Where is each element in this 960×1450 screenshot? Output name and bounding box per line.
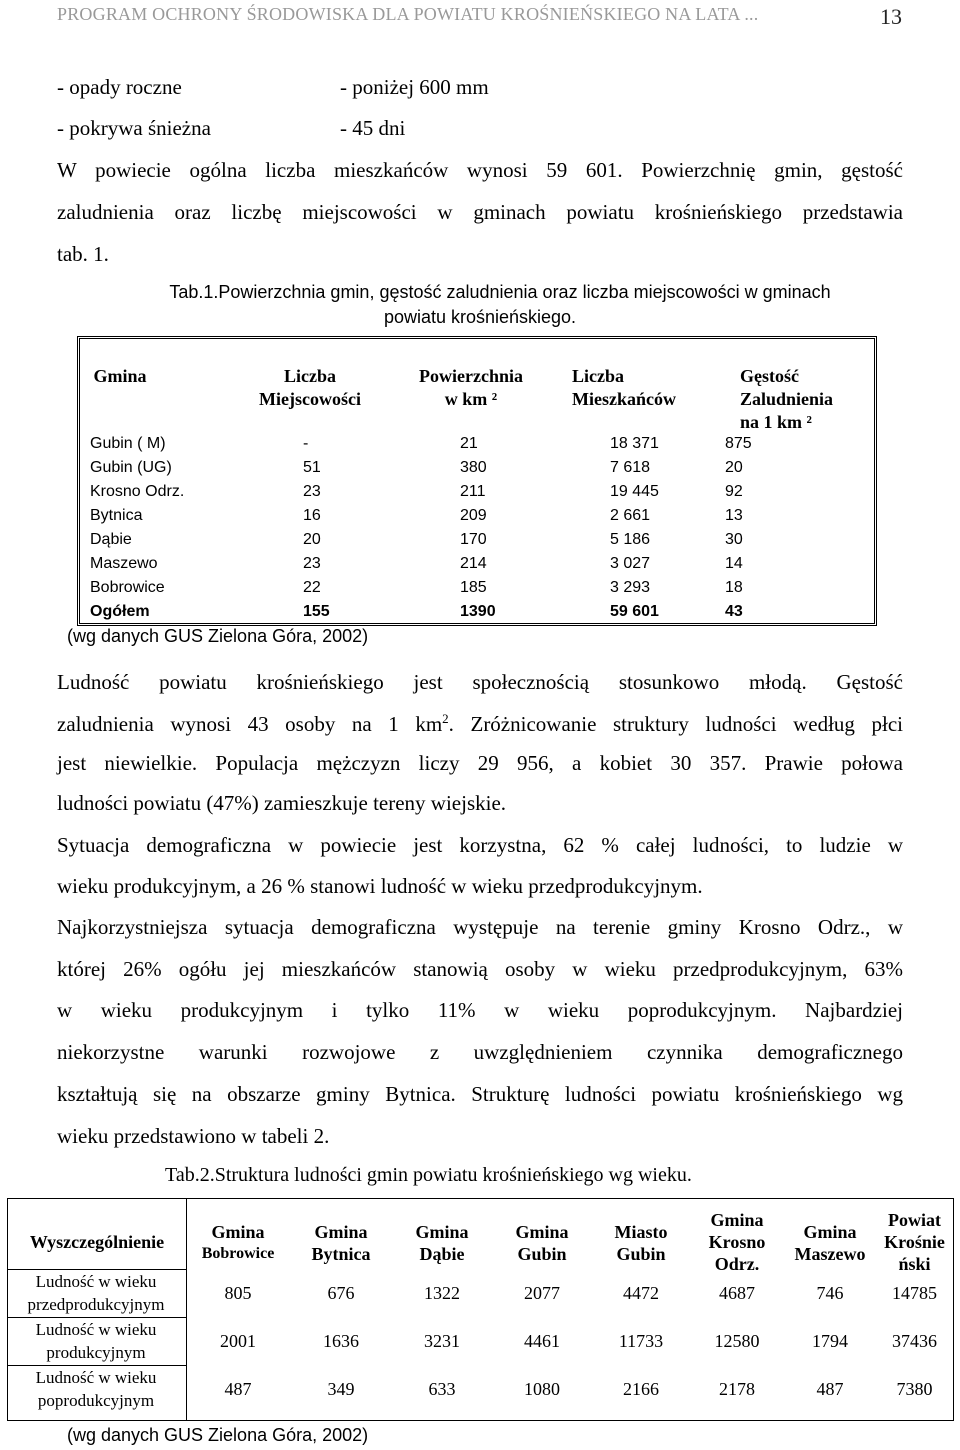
t2-header-col (392, 1221, 492, 1265)
t2-value-cell: 1636 (323, 1331, 359, 1351)
t1-cell-gestosc: 92 (725, 483, 743, 500)
t1-cell-miejscowosci: 155 (303, 603, 330, 620)
t2-header-line: Miasto (614, 1222, 668, 1242)
t2-header-line: Gubin (616, 1244, 666, 1264)
t2-header-col (784, 1221, 876, 1265)
t1-header-pow-line1: Powierzchnia (419, 366, 523, 386)
t1-cell-mieszkancy: 3 027 (610, 555, 651, 572)
t1-cell-mieszkancy: 18 371 (610, 435, 659, 452)
t1-cell-mieszkancy: 19 445 (610, 483, 659, 500)
t2-value-cell: 676 (327, 1283, 355, 1303)
para3-line-6: wieku przedstawiono w tabeli 2. (57, 1124, 330, 1148)
intro-line-1: W powiecie ogólna liczba mieszkańców wynosi 59 601. Powierzchnię gmin, gęstość (57, 158, 903, 182)
t1-cell-gestosc: 18 (725, 579, 743, 596)
para1-line-2a: zaludnienia wynosi 43 osoby na 1 km (57, 712, 443, 736)
para3-line-2: której 26% ogółu jej mieszkańców stanowią osoby w wieku przedprodukcyjnym, 63% (57, 957, 903, 981)
t2-header-line: Gmina (710, 1210, 764, 1230)
t1-cell-miejscowosci: 23 (303, 555, 321, 572)
t1-header-mieszkancy (572, 365, 692, 411)
t1-cell-powierzchnia: 209 (460, 507, 487, 524)
t1-cell-miejscowosci: 16 (303, 507, 321, 524)
t1-cell-powierzchnia: 214 (460, 555, 487, 572)
t1-cell-mieszkancy: 3 293 (610, 579, 651, 596)
t2-value-cell: 487 (224, 1379, 252, 1399)
t2-header-line: Odrz. (714, 1254, 760, 1274)
table2-source: (wg danych GUS Zielona Góra, 2002) (67, 1425, 369, 1445)
t2-header-line: Gmina (211, 1222, 265, 1242)
t2-value-cell: 14785 (892, 1283, 937, 1303)
t1-cell-gestosc: 875 (725, 435, 752, 452)
intro-line-2: zaludnienia oraz liczbę miejscowości w gminach powiatu krośnieńskiego przedstawia (57, 200, 903, 224)
t1-cell-miejscowosci: 51 (303, 459, 321, 476)
t1-cell-miejscowosci: - (303, 435, 309, 452)
t2-header-corner: Wyszczególnienie (29, 1232, 165, 1252)
t2-value-cell: 2178 (719, 1379, 755, 1399)
para3-line-1: Najkorzystniejsza sytuacja demograficzna występuje na terenie gminy Krosno Odrz., w (57, 915, 903, 939)
t2-value-cell: 4472 (623, 1283, 659, 1303)
t1-cell-powierzchnia: 1390 (460, 603, 496, 620)
t2-row-label-line: poprodukcyjnym (37, 1391, 155, 1410)
superscript-2: 2 (442, 711, 449, 726)
table1-caption-line-1: Tab.1.Powierzchnia gmin, gęstość zaludnienia oraz liczba miejscowości w gminach (169, 282, 831, 302)
t2-value-cell: 805 (224, 1283, 252, 1303)
t2-row-label-line: produkcyjnym (46, 1343, 146, 1362)
t1-cell-powierzchnia: 21 (460, 435, 478, 452)
t2-header-col (492, 1221, 592, 1265)
t1-cell-miejscowosci: 22 (303, 579, 321, 596)
t2-value-cell: 1794 (812, 1331, 848, 1351)
table2 (7, 1198, 954, 1421)
t2-value-cell: 4461 (524, 1331, 560, 1351)
t1-header-pow-line2: w km ² (444, 389, 498, 409)
t2-row-label-line: Ludność w wieku (35, 1368, 157, 1387)
t1-header-gestosc (740, 365, 860, 434)
t2-value-cell: 2077 (524, 1283, 560, 1303)
t2-header-line: Maszewo (794, 1244, 866, 1264)
t1-cell-gestosc: 30 (725, 531, 743, 548)
t2-header-line: Gmina (515, 1222, 569, 1242)
t2-value-cell: 7380 (896, 1379, 933, 1399)
t2-value-cell: 746 (816, 1283, 844, 1303)
t2-value-cell: 1322 (424, 1283, 460, 1303)
t2-header-col (690, 1209, 784, 1275)
t1-cell-miejscowosci: 23 (303, 483, 321, 500)
t2-row-label-line: przedprodukcyjnym (27, 1295, 165, 1314)
t1-cell-mieszkancy: 7 618 (610, 459, 651, 476)
climate-value-2: - 45 dni (340, 116, 406, 140)
t1-header-miesz-line2: Mieszkańców (572, 389, 676, 409)
para1-line-3: jest niewielkie. Populacja mężczyzn liczy 29 956, a kobiet 30 357. Prawie połowa (57, 751, 903, 775)
t2-header-line: Krośnie (884, 1232, 945, 1252)
t1-cell-gestosc: 20 (725, 459, 743, 476)
t2-value-cell: 633 (428, 1379, 456, 1399)
t1-cell-gmina: Krosno Odrz. (90, 483, 185, 500)
t1-header-miesz-line1: Liczba (572, 366, 624, 386)
t1-header-gest-line2: Zaludnienia (740, 389, 834, 409)
t2-value-cell: 37436 (892, 1331, 937, 1351)
t1-header-miejscowosci (250, 365, 370, 411)
t1-cell-gestosc: 13 (725, 507, 743, 524)
t2-header-line: Gmina (415, 1222, 469, 1242)
t2-value-cell: 2001 (220, 1331, 256, 1351)
t1-cell-powierzchnia: 380 (460, 459, 487, 476)
t1-cell-mieszkancy: 5 186 (610, 531, 651, 548)
page-number: 13 (880, 4, 902, 29)
t2-value-cell: 349 (327, 1379, 355, 1399)
para2-line-1: Sytuacja demograficzna w powiecie jest korzystna, 62 % całej ludności, to ludzie w (57, 833, 903, 857)
para1-line-2 (57, 711, 903, 737)
t2-header-col (592, 1221, 690, 1265)
para2-line-2: wieku produkcyjnym, a 26 % stanowi ludność w wieku przedprodukcyjnym. (57, 874, 703, 898)
t1-header-gest-line3: na 1 km ² (740, 412, 812, 432)
t1-header-powierzchnia (406, 365, 536, 411)
para1-line-4: ludności powiatu (47%) zamieszkuje tereny wiejskie. (57, 791, 507, 815)
climate-value-1: - poniżej 600 mm (340, 75, 489, 99)
t2-row-label (8, 1318, 184, 1364)
para3-line-4: niekorzystne warunki rozwojowe z uwzględnieniem czynnika demograficznego (57, 1040, 903, 1064)
t1-cell-gmina: Bytnica (90, 507, 143, 524)
t1-header-gmina: Gmina (93, 366, 147, 386)
t2-header-line: ński (898, 1254, 931, 1274)
t1-cell-gmina: Gubin ( M) (90, 435, 166, 452)
para1-line-1: Ludność powiatu krośnieńskiego jest społecznością stosunkowo młodą. Gęstość (57, 670, 903, 694)
t1-cell-gestosc: 14 (725, 555, 743, 572)
t2-header-line: Bobrowice (201, 1245, 275, 1262)
climate-label-1: - opady roczne (57, 75, 182, 99)
t2-row-label-line: Ludność w wieku (35, 1272, 157, 1291)
t2-header-col (186, 1221, 290, 1265)
para3-line-5: kształtują się na obszarze gminy Bytnica. Strukturę ludności powiatu krośnieńskiego wg (57, 1082, 903, 1106)
t2-value-cell: 2166 (623, 1379, 659, 1399)
t2-row-label (8, 1270, 184, 1316)
t2-value-cell: 1080 (524, 1379, 560, 1399)
t2-header-line: Krosno (708, 1232, 766, 1252)
t2-header-line: Powiat (888, 1210, 941, 1230)
intro-line-3: tab. 1. (57, 242, 109, 266)
t1-cell-powierzchnia: 170 (460, 531, 487, 548)
t2-header-line: Bytnica (311, 1244, 371, 1264)
t2-row-label-line: Ludność w wieku (35, 1320, 157, 1339)
para1-line-2b: . Zróżnicowanie struktury ludności według płci (448, 712, 903, 736)
table1-source: (wg danych GUS Zielona Góra, 2002) (67, 626, 369, 646)
t2-header-line: Gubin (517, 1244, 567, 1264)
t1-cell-gmina: Dąbie (90, 531, 132, 548)
t1-cell-miejscowosci: 20 (303, 531, 321, 548)
t1-cell-powierzchnia: 211 (460, 483, 486, 500)
t1-cell-powierzchnia: 185 (460, 579, 487, 596)
t1-cell-mieszkancy: 59 601 (610, 603, 659, 620)
t2-value-cell: 4687 (719, 1283, 755, 1303)
t1-cell-gmina: Maszewo (90, 555, 158, 572)
t2-value-cell: 11733 (618, 1331, 664, 1351)
climate-label-2: - pokrywa śnieżna (57, 116, 211, 140)
t2-header-col (876, 1209, 953, 1275)
t2-row-label (8, 1366, 184, 1412)
table1-caption-line-2: powiatu krośnieńskiego. (383, 307, 577, 327)
t1-cell-mieszkancy: 2 661 (610, 507, 651, 524)
t2-header-line: Gmina (803, 1222, 857, 1242)
t1-cell-gmina: Bobrowice (90, 579, 165, 596)
t1-cell-gmina: Gubin (UG) (90, 459, 172, 476)
table1 (77, 336, 877, 626)
t1-cell-gestosc: 43 (725, 603, 743, 620)
para3-line-3: w wieku produkcyjnym i tylko 11% w wieku poprodukcyjnym. Najbardziej (57, 998, 903, 1022)
t2-value-cell: 3231 (424, 1331, 460, 1351)
t1-cell-gmina: Ogółem (90, 603, 150, 620)
t1-header-miejsc-line2: Miejscowości (259, 389, 361, 409)
t2-header-col (290, 1221, 392, 1265)
t1-header-miejsc-line1: Liczba (284, 366, 336, 386)
t2-header-line: Dąbie (419, 1244, 465, 1264)
t1-header-gest-line1: Gęstość (740, 366, 799, 386)
t2-header-line: Gmina (314, 1222, 368, 1242)
running-header: PROGRAM OCHRONY ŚRODOWISKA DLA POWIATU KROŚNIEŃSKIEGO NA LATA ... (57, 4, 759, 24)
table2-caption: Tab.2.Struktura ludności gmin powiatu krośnieńskiego wg wieku. (165, 1164, 692, 1186)
t2-value-cell: 487 (816, 1379, 844, 1399)
t2-value-cell: 12580 (714, 1331, 760, 1351)
